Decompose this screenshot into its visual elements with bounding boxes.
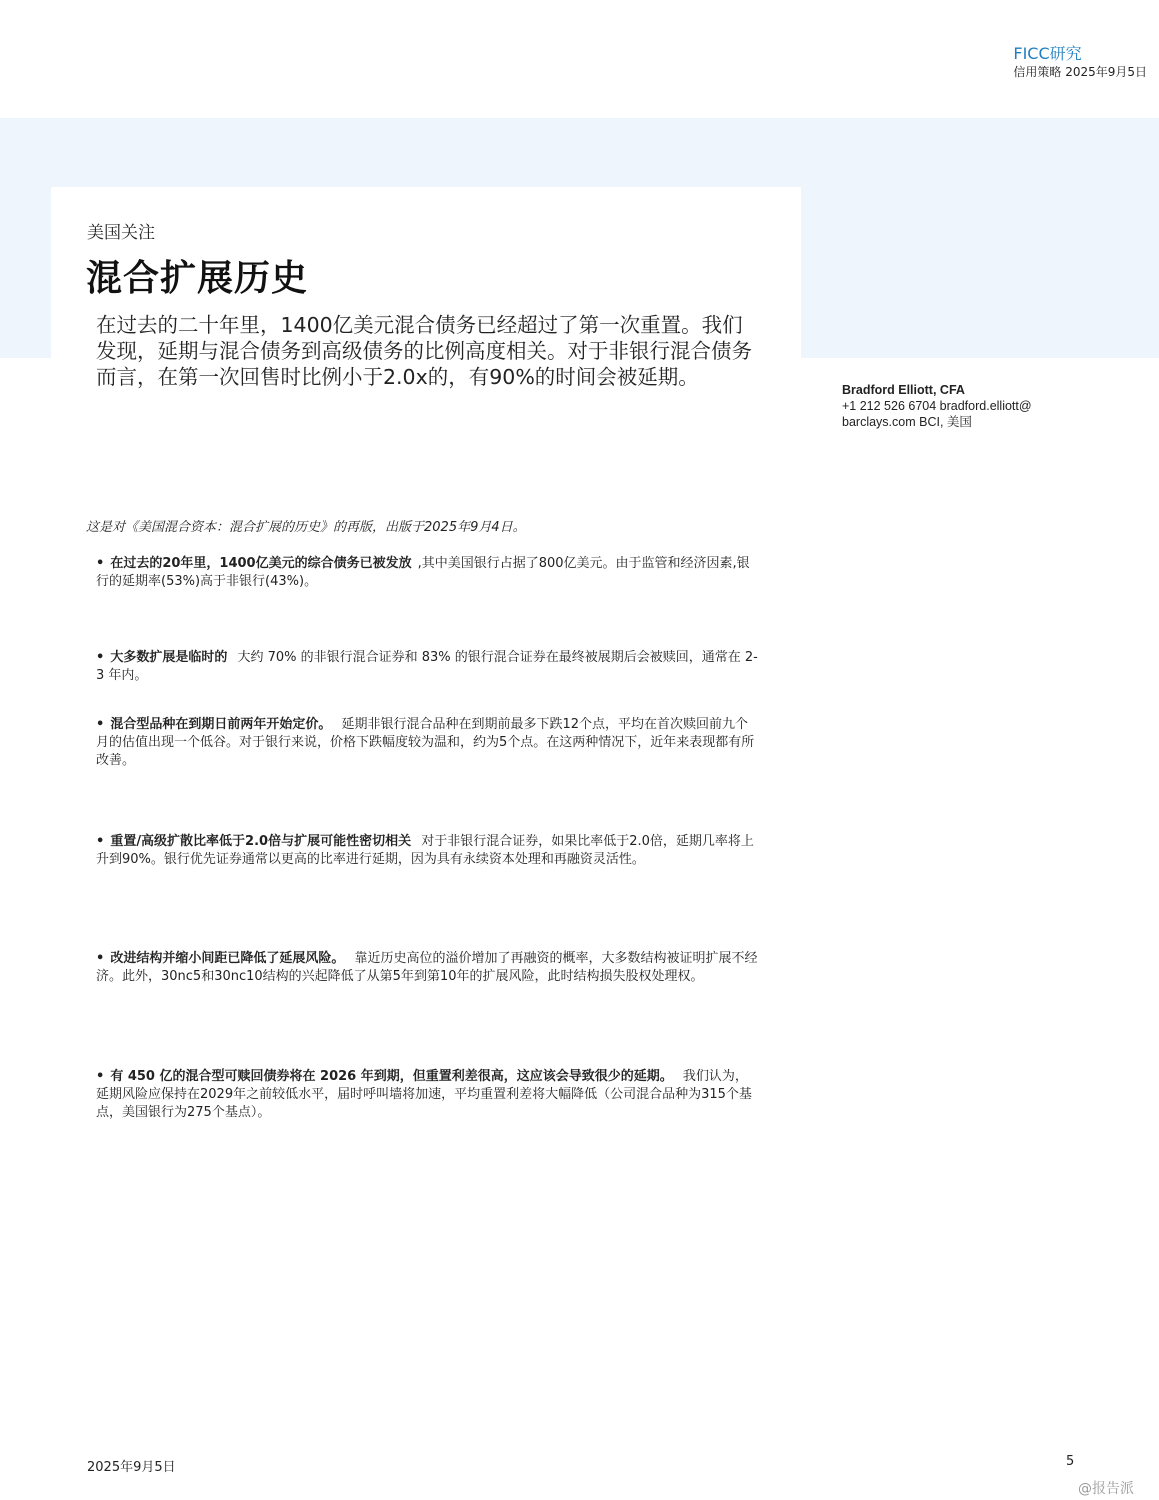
page-title: 混合扩展历史 [86,258,309,299]
bullet-heading: 在过去的20年里，1400亿美元的综合债务已被发放 [110,556,412,571]
report-header [1013,44,1147,80]
bullet-marker: • [96,951,105,966]
bullet-marker: • [96,717,105,732]
footer-date: 2025年9月5日 [87,1460,176,1475]
bullet-point-4 [96,833,758,869]
bullet-text: 我们认为，延期风险应保持在2029年之前较低水平，届时呼叫墙将加速，平均重置利差将大幅降低（公司混合品种为315个基点，美国银行为275个基点）。 [96,1069,752,1120]
bullet-heading: 混合型品种在到期日前两年开始定价。 [110,717,332,732]
bullet-heading: 大多数扩展是临时的 [110,650,228,665]
bullet-heading: 重置/高级扩散比率低于2.0倍与扩展可能性密切相关 [110,834,412,849]
bullet-text: 对于非银行混合证券，如果比率低于2.0倍，延期几率将上升到90%。银行优先证券通常以更高的比率进行延期，因为具有永续资本处理和再融资灵活性。 [96,834,754,867]
bullet-point-3 [96,716,758,770]
author-name: Bradford Elliott, CFA [842,383,965,397]
bullet-text: 大约 70% 的非银行混合证券和 83% 的银行混合证券在最终被展期后会被赎回，通常在 2-3 年内。 [96,650,758,683]
bullet-point-2 [96,649,758,685]
author-contact: +1 212 526 6704 bradford.elliott@barclays.com BCI, 美国 [842,399,1032,429]
watermark-label: @报告派 [1078,1481,1134,1497]
page-number: 5 [1066,1454,1075,1469]
reprint-note: 这是对《美国混合资本：混合扩展的历史》的再版，出版于2025年9月4日。 [86,520,526,535]
report-series-title: FICC研究 [1013,44,1082,63]
bullet-marker: • [96,650,105,665]
bullet-point-1 [96,555,758,591]
bullet-heading: 有 450 亿的混合型可赎回债券将在 2026 年到期，但重置利差很高，这应该会导致很少的延期。 [110,1069,673,1084]
hero-card [51,187,801,427]
bullet-marker: • [96,556,105,571]
lead-summary: 在过去的二十年里，1400亿美元混合债务已经超过了第一次重置。我们发现，延期与混合债务到高级债务的比例高度相关。对于非银行混合债务而言，在第一次回售时比例小于2.0x的，有90%的时间会被延期。 [96,313,752,389]
bullet-point-5 [96,950,758,986]
report-date-line: 信用策略 2025年9月5日 [1013,65,1147,79]
section-kicker: 美国关注 [87,223,155,243]
bullet-heading: 改进结构并缩小间距已降低了延展风险。 [110,951,345,966]
author-block [842,382,1032,430]
bullet-marker: • [96,834,105,849]
bullet-marker: • [96,1069,105,1084]
bullet-text: 靠近历史高位的溢价增加了再融资的概率，大多数结构被证明扩展不经济。此外，30nc5和30nc10结构的兴起降低了从第5年到第10年的扩展风险，此时结构损失股权处理权。 [96,951,758,984]
bullet-text: ,其中美国银行占据了800亿美元。由于监管和经济因素,银行的延期率(53%)高于非银行(43%)。 [96,556,750,589]
bullet-text: 延期非银行混合品种在到期前最多下跌12个点，平均在首次赎回前九个月的估值出现一个低谷。对于银行来说，价格下跌幅度较为温和，约为5个点。在这两种情况下，近年来表现都有所改善。 [96,717,755,768]
bullet-point-6 [96,1068,758,1122]
